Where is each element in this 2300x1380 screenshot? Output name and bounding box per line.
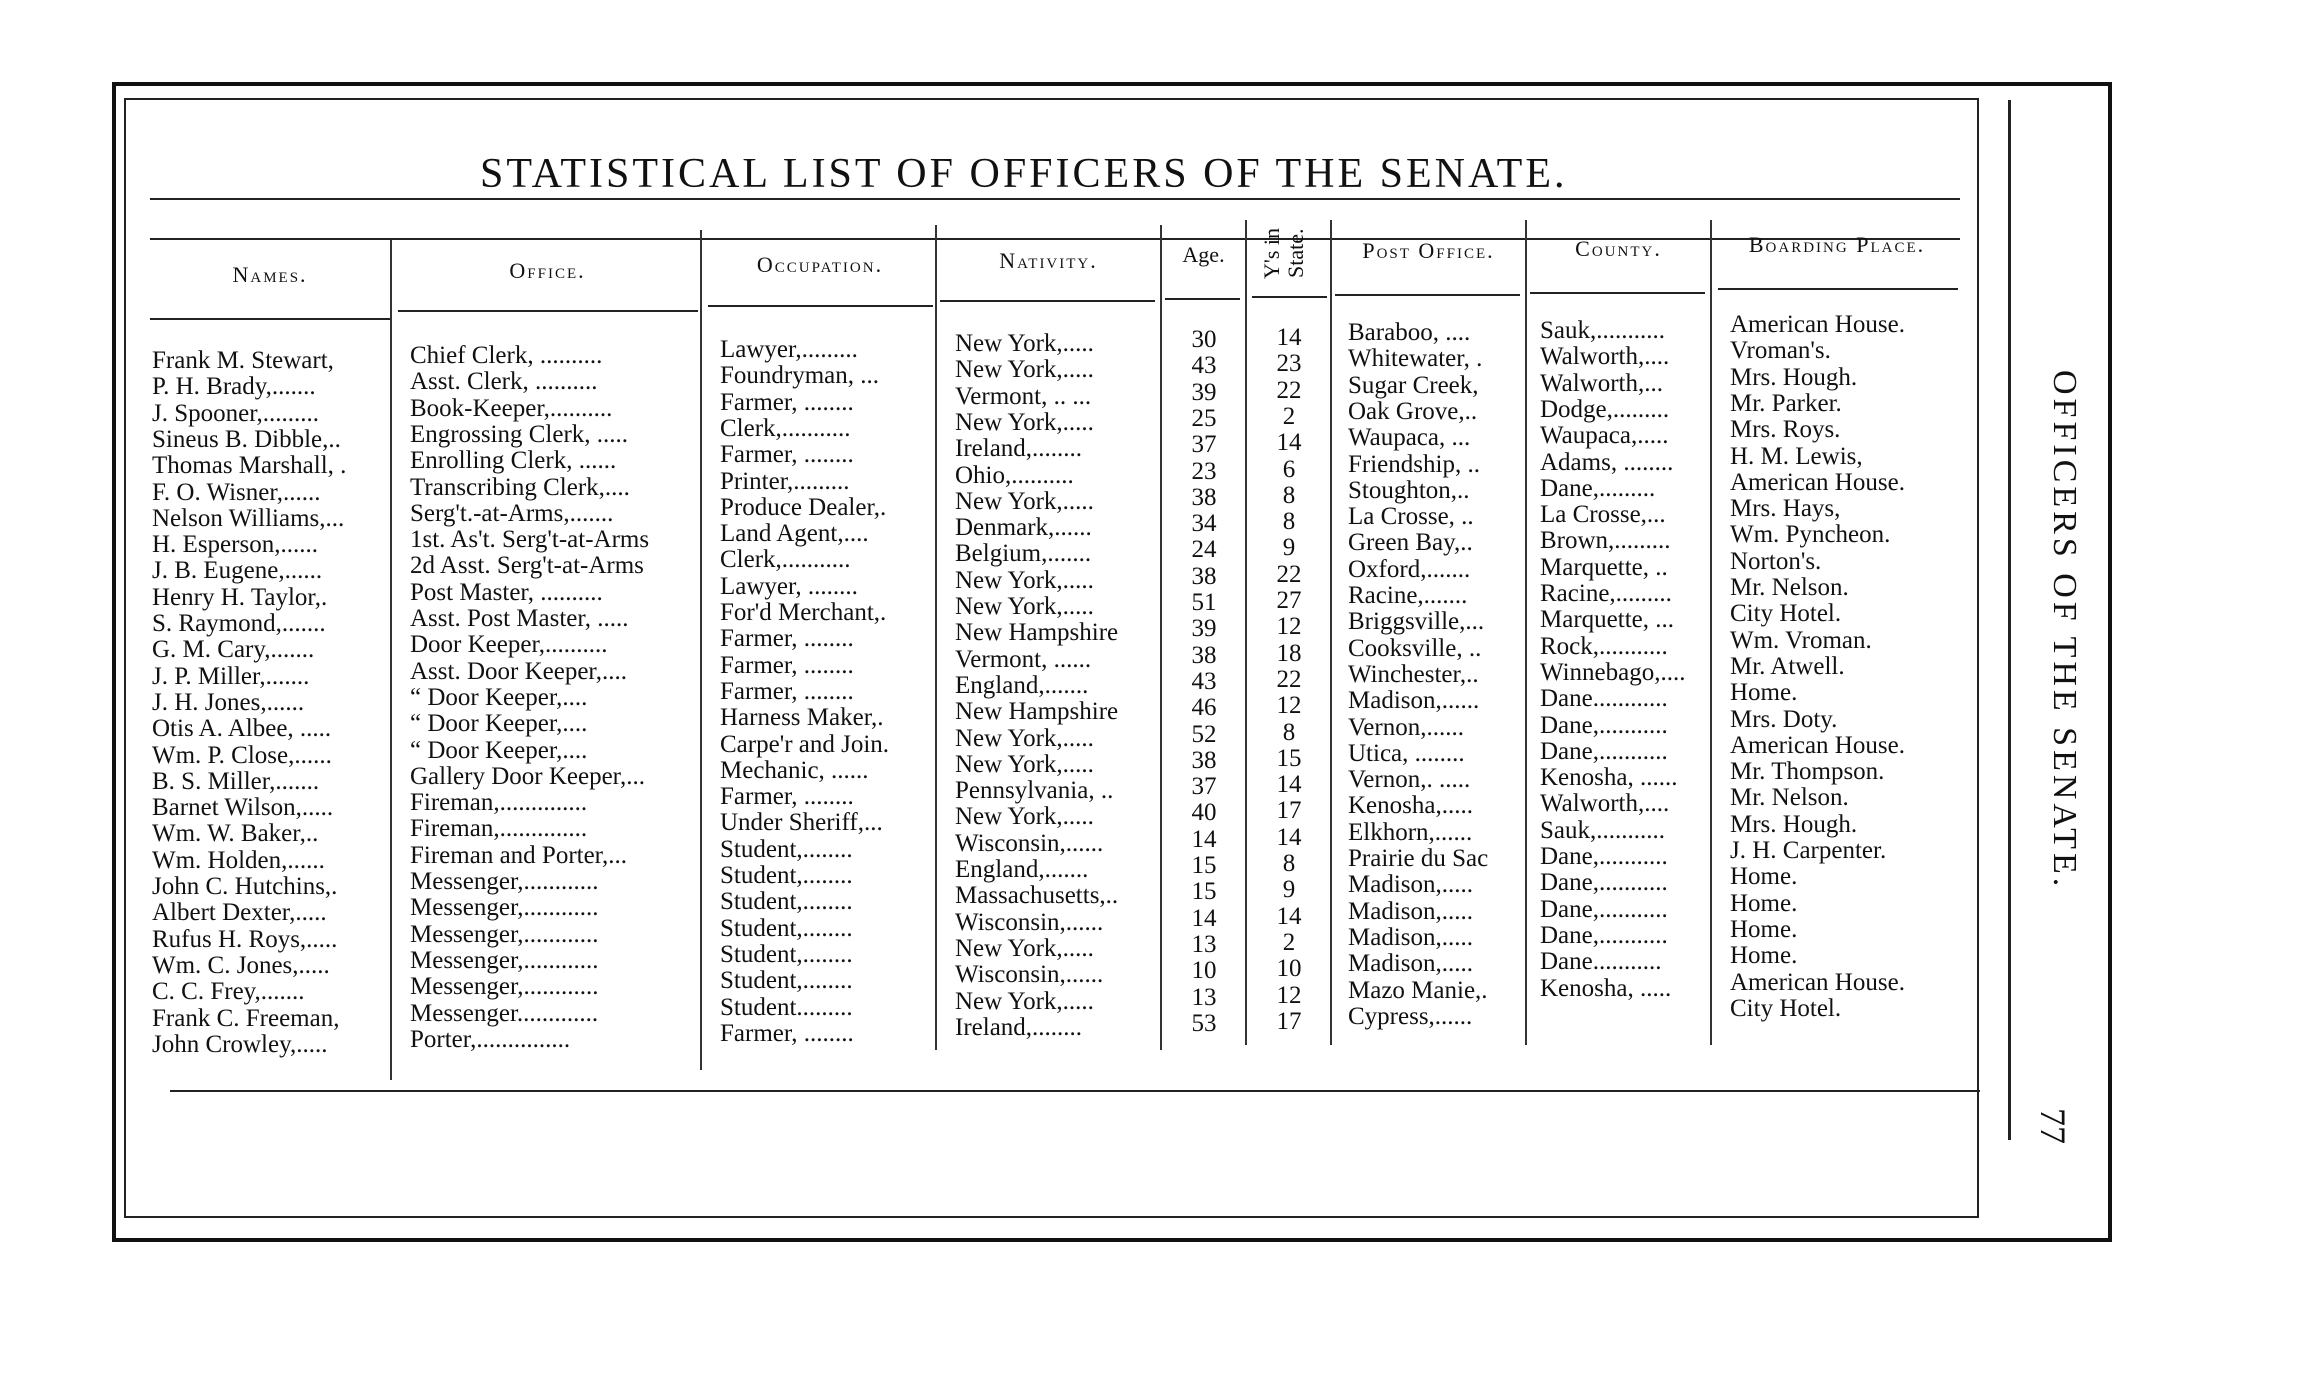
years-cell: 10	[1276, 955, 1302, 983]
post-office-cell: Baraboo, ....	[1348, 319, 1471, 346]
county-cell: La Crosse,...	[1540, 501, 1666, 529]
header-underline	[708, 305, 933, 307]
office-cell: “ Door Keeper,....	[410, 683, 588, 711]
years-cell: 22	[1276, 376, 1302, 404]
age-cell: 51	[1191, 589, 1217, 616]
boarding-place-cell: Mrs. Hough.	[1730, 363, 1858, 391]
office-cell: Book-Keeper,..........	[410, 394, 613, 422]
county-cell: Dane,...........	[1540, 921, 1668, 949]
boarding-place-cell: Home.	[1730, 942, 1798, 970]
name-cell: J. B. Eugene,......	[152, 557, 323, 585]
years-cell: 8	[1282, 850, 1296, 877]
post-office-cell: Madison,.....	[1348, 897, 1473, 925]
nativity-cell: New York,.....	[955, 803, 1094, 831]
years-cell: 12	[1276, 981, 1302, 1009]
years-cell: 8	[1282, 481, 1296, 509]
header-age: Age.	[1182, 242, 1225, 267]
occupation-cell: Mechanic, ......	[720, 756, 869, 784]
nativity-cell: England,.......	[955, 856, 1089, 883]
county-cell: Dane,.........	[1540, 474, 1656, 502]
boarding-place-cell: Home.	[1730, 889, 1798, 917]
title-rule	[150, 198, 1960, 200]
post-office-cell: Vernon,......	[1348, 713, 1464, 741]
col-sep	[1160, 225, 1162, 1050]
years-cell: 8	[1282, 508, 1296, 536]
name-cell: Thomas Marshall, .	[152, 452, 347, 480]
name-cell: Frank C. Freeman,	[152, 1004, 340, 1032]
post-office-cell: Elkhorn,......	[1348, 818, 1473, 846]
occupation-cell: Carpe'r and Join.	[720, 730, 890, 758]
office-cell: Post Master, ..........	[410, 578, 603, 606]
post-office-cell: Briggsville,...	[1348, 608, 1485, 636]
name-cell: Frank M. Stewart,	[152, 347, 334, 374]
county-cell: Dane............	[1540, 685, 1668, 713]
years-cell: 14	[1276, 771, 1302, 799]
years-cell: 12	[1276, 692, 1302, 720]
name-cell: J. H. Jones,......	[152, 688, 305, 716]
nativity-cell: New York,.....	[955, 330, 1094, 357]
nativity-cell: England,.......	[955, 671, 1089, 699]
boarding-place-cell: Mr. Parker.	[1730, 389, 1842, 417]
post-office-cell: Winchester,..	[1348, 660, 1479, 688]
county-cell: Racine,.........	[1540, 580, 1672, 607]
post-office-cell: Racine,.......	[1348, 582, 1468, 609]
nativity-cell: New York,.....	[955, 356, 1094, 384]
years-cell: 8	[1282, 718, 1296, 746]
years-cell: 9	[1282, 876, 1296, 904]
occupation-cell: Student,........	[720, 967, 853, 995]
page-number: 77	[2033, 1108, 2073, 1144]
occupation-cell: Farmer, ........	[720, 388, 854, 416]
office-cell: Gallery Door Keeper,...	[410, 762, 646, 790]
office-cell: 2d Asst. Serg't-at-Arms	[410, 552, 644, 580]
boarding-place-cell: Mr. Nelson.	[1730, 784, 1849, 812]
name-cell: H. Esperson,......	[152, 531, 318, 559]
age-cell: 39	[1191, 378, 1217, 406]
occupation-cell: Student,........	[720, 940, 853, 968]
county-cell: Marquette, ..	[1540, 553, 1668, 581]
age-cell: 43	[1191, 352, 1217, 380]
name-cell: P. H. Brady,.......	[152, 373, 316, 401]
county-cell: Dane,...........	[1540, 711, 1668, 739]
name-cell: John C. Hutchins,.	[152, 873, 338, 900]
post-office-cell: Kenosha,.....	[1348, 792, 1473, 820]
occupation-cell: Produce Dealer,.	[720, 493, 887, 521]
age-cell: 46	[1191, 694, 1217, 722]
county-cell: Walworth,....	[1540, 343, 1670, 371]
years-cell: 23	[1276, 350, 1302, 378]
occupation-cell: Student,........	[720, 888, 853, 916]
boarding-place-cell: Mrs. Hough.	[1730, 810, 1858, 838]
age-cell: 15	[1191, 852, 1217, 879]
boarding-place-cell: Wm. Pyncheon.	[1730, 521, 1891, 549]
boarding-place-cell: Mr. Atwell.	[1730, 652, 1845, 680]
occupation-cell: Student,........	[720, 862, 853, 889]
years-cell: 14	[1276, 324, 1302, 351]
office-cell: Messenger.............	[410, 999, 599, 1027]
age-cell: 39	[1191, 615, 1217, 643]
occupation-cell: Farmer, ........	[720, 783, 854, 811]
age-cell: 40	[1191, 799, 1217, 827]
age-cell: 13	[1191, 930, 1217, 958]
office-cell: Porter,...............	[410, 1025, 571, 1053]
post-office-cell: Friendship, ..	[1348, 450, 1480, 478]
occupation-cell: Student,........	[720, 835, 853, 863]
office-cell: Serg't.-at-Arms,.......	[410, 499, 614, 527]
boarding-place-cell: Wm. Vroman.	[1730, 626, 1872, 654]
page-title: STATISTICAL LIST OF OFFICERS OF THE SENATE.	[480, 151, 1568, 197]
post-office-cell: Prairie du Sac	[1348, 845, 1489, 872]
boarding-place-cell: American House.	[1730, 468, 1905, 496]
nativity-cell: New York,.....	[955, 934, 1094, 962]
occupation-cell: Lawyer,.........	[720, 336, 858, 363]
nativity-cell: New York,.....	[955, 987, 1094, 1015]
post-office-cell: Whitewater, .	[1348, 345, 1483, 373]
header-underline	[150, 318, 390, 320]
age-cell: 38	[1191, 641, 1217, 669]
office-cell: Messenger,............	[410, 946, 599, 974]
post-office-cell: Stoughton,..	[1348, 476, 1470, 504]
occupation-cell: Under Sheriff,...	[720, 809, 883, 837]
age-cell: 53	[1191, 1009, 1217, 1037]
nativity-cell: New York,.....	[955, 566, 1094, 594]
occupation-cell: Farmer, ........	[720, 1019, 854, 1047]
boarding-place-cell: Home.	[1730, 915, 1798, 943]
office-cell: Asst. Post Master, .....	[410, 605, 629, 632]
nativity-cell: New Hampshire	[955, 698, 1119, 726]
header-underline	[940, 300, 1155, 302]
post-office-cell: Green Bay,..	[1348, 529, 1473, 557]
post-office-cell: Waupaca, ...	[1348, 424, 1471, 452]
county-cell: Adams, ........	[1540, 448, 1674, 476]
county-cell: Kenosha, .....	[1540, 974, 1672, 1002]
occupation-cell: Farmer, ........	[720, 625, 854, 653]
county-cell: Dane,...........	[1540, 869, 1668, 897]
occupation-cell: Lawyer, ........	[720, 572, 858, 600]
boarding-place-cell: Home.	[1730, 863, 1798, 891]
post-office-cell: Madison,......	[1348, 687, 1480, 715]
age-cell: 34	[1191, 510, 1217, 538]
county-cell: Brown,.........	[1540, 527, 1671, 555]
col-sep	[1525, 220, 1527, 1045]
header-occupation: Occupation.	[756, 252, 884, 277]
header-post-office: Post Office.	[1362, 238, 1495, 263]
years-cell: 14	[1276, 429, 1302, 457]
age-cell: 30	[1191, 326, 1217, 353]
office-cell: Messenger,............	[410, 920, 599, 948]
occupation-cell: Printer,.........	[720, 467, 850, 495]
years-cell: 15	[1276, 744, 1302, 772]
nativity-cell: Denmark,......	[955, 514, 1092, 542]
occupation-cell: Farmer, ........	[720, 677, 854, 705]
nativity-cell: Pennsylvania, ..	[955, 777, 1114, 805]
age-cell: 14	[1191, 904, 1217, 932]
header-boarding-place: Boarding Place.	[1748, 232, 1926, 257]
name-cell: B. S. Miller,.......	[152, 767, 320, 795]
age-cell: 25	[1191, 404, 1217, 432]
post-office-cell: Utica, ........	[1348, 739, 1465, 767]
office-cell: Messenger,............	[410, 973, 599, 1001]
boarding-place-cell: J. H. Carpenter.	[1730, 837, 1887, 864]
occupation-cell: Clerk,...........	[720, 414, 851, 442]
name-cell: Sineus B. Dibble,..	[152, 425, 341, 453]
age-cell: 13	[1191, 983, 1217, 1011]
office-cell: “ Door Keeper,....	[410, 710, 588, 738]
col-sep	[1245, 220, 1247, 1045]
boarding-place-cell: Norton's.	[1730, 547, 1822, 575]
header-underline	[1718, 288, 1958, 290]
age-cell: 23	[1191, 457, 1217, 485]
county-cell: Dane,...........	[1540, 843, 1668, 870]
boarding-place-cell: American House.	[1730, 968, 1905, 996]
col-sep	[1330, 220, 1332, 1045]
occupation-cell: Student,........	[720, 914, 853, 942]
header-nativity: Nativity.	[999, 248, 1098, 273]
county-cell: Rock,...........	[1540, 632, 1668, 660]
nativity-cell: Massachusetts,..	[955, 882, 1119, 910]
post-office-cell: Vernon,. .....	[1348, 766, 1471, 794]
nativity-cell: Ireland,........	[955, 1013, 1083, 1041]
office-cell: Messenger,............	[410, 894, 599, 922]
name-cell: J. Spooner,.........	[152, 399, 320, 427]
nativity-cell: Wisconsin,......	[955, 908, 1104, 936]
nativity-cell: New Hampshire	[955, 619, 1119, 647]
county-cell: Dane,...........	[1540, 737, 1668, 765]
age-cell: 38	[1191, 483, 1217, 511]
years-cell: 2	[1282, 402, 1296, 430]
occupation-cell: For'd Merchant,.	[720, 599, 887, 626]
header-underline	[1530, 292, 1705, 294]
age-cell: 37	[1191, 773, 1217, 801]
occupation-cell: Farmer, ........	[720, 651, 854, 679]
name-cell: Rufus H. Roys,.....	[152, 925, 338, 953]
occupation-cell: Student.........	[720, 993, 853, 1021]
name-cell: S. Raymond,.......	[152, 610, 326, 637]
header-underline	[398, 310, 698, 312]
office-cell: Asst. Door Keeper,....	[410, 657, 628, 685]
office-cell: Door Keeper,..........	[410, 631, 608, 659]
office-cell: Fireman,..............	[410, 789, 588, 817]
county-cell: Winnebago,....	[1540, 658, 1686, 686]
age-cell: 43	[1191, 667, 1217, 695]
nativity-cell: Ireland,........	[955, 435, 1083, 463]
side-running-title: OFFICERS OF THE SENATE.	[2046, 370, 2083, 891]
years-cell: 17	[1276, 1007, 1302, 1035]
years-cell: 18	[1276, 639, 1302, 667]
header-years-in-state: Y's in State.	[1259, 227, 1308, 279]
office-cell: “ Door Keeper,....	[410, 736, 588, 764]
header-county: County.	[1575, 236, 1662, 261]
boarding-place-cell: H. M. Lewis,	[1730, 442, 1863, 470]
boarding-place-cell: Mr. Nelson.	[1730, 574, 1849, 601]
boarding-place-cell: City Hotel.	[1730, 600, 1842, 628]
name-cell: F. O. Wisner,......	[152, 478, 321, 506]
name-cell: C. C. Frey,.......	[152, 978, 305, 1006]
name-cell: G. M. Cary,.......	[152, 636, 315, 664]
post-office-cell: Mazo Manie,.	[1348, 976, 1488, 1004]
nativity-cell: New York,.....	[955, 408, 1094, 436]
county-cell: Sauk,...........	[1540, 317, 1665, 344]
years-cell: 2	[1282, 928, 1296, 956]
nativity-cell: Vermont, .. ...	[955, 382, 1092, 410]
post-office-cell: Oak Grove,..	[1348, 397, 1478, 425]
boarding-place-cell: American House.	[1730, 311, 1905, 338]
county-cell: Sauk,...........	[1540, 816, 1665, 844]
county-cell: Kenosha, ......	[1540, 764, 1678, 792]
name-cell: Henry H. Taylor,.	[152, 583, 328, 611]
name-cell: Wm. C. Jones,.....	[152, 951, 330, 979]
years-cell: 27	[1276, 587, 1302, 614]
nativity-cell: Wisconsin,......	[955, 829, 1104, 857]
name-cell: Otis A. Albee, .....	[152, 715, 332, 743]
age-cell: 24	[1191, 536, 1217, 564]
post-office-cell: La Crosse, ..	[1348, 503, 1474, 531]
col-sep	[935, 225, 937, 1050]
office-cell: Transcribing Clerk,....	[410, 473, 630, 501]
office-cell: Enrolling Clerk, ......	[410, 447, 617, 475]
age-cell: 52	[1191, 720, 1217, 748]
nativity-cell: New York,.....	[955, 487, 1094, 515]
name-cell: J. P. Miller,.......	[152, 662, 310, 690]
office-cell: Fireman and Porter,...	[410, 841, 628, 869]
boarding-place-cell: Home.	[1730, 679, 1798, 707]
county-cell: Marquette, ...	[1540, 606, 1674, 634]
office-cell: Messenger,............	[410, 868, 599, 895]
nativity-cell: Vermont, ......	[955, 645, 1092, 673]
boarding-place-cell: City Hotel.	[1730, 994, 1842, 1022]
nativity-cell: New York,.....	[955, 593, 1094, 620]
occupation-cell: Clerk,...........	[720, 546, 851, 574]
nativity-cell: New York,.....	[955, 724, 1094, 752]
boarding-place-cell: Mrs. Hays,	[1730, 495, 1841, 523]
years-cell: 14	[1276, 823, 1302, 851]
header-underline	[1252, 296, 1327, 298]
years-cell: 22	[1276, 560, 1302, 588]
occupation-cell: Farmer, ........	[720, 441, 854, 469]
post-office-cell: Cypress,......	[1348, 1002, 1473, 1030]
nativity-cell: Wisconsin,......	[955, 961, 1104, 989]
county-cell: Dane...........	[1540, 948, 1662, 976]
table-bottom-rule	[170, 1090, 1980, 1092]
office-cell: Chief Clerk, ..........	[410, 342, 603, 369]
office-cell: Asst. Clerk, ..........	[410, 368, 598, 396]
header-office: Office.	[509, 258, 586, 283]
name-cell: John Crowley,.....	[152, 1030, 328, 1058]
name-cell: Nelson Williams,...	[152, 504, 345, 532]
age-cell: 37	[1191, 431, 1217, 459]
years-cell: 12	[1276, 613, 1302, 641]
age-cell: 38	[1191, 562, 1217, 590]
name-cell: Wm. Holden,......	[152, 846, 325, 874]
header-names: Names.	[232, 262, 308, 287]
years-cell: 14	[1276, 902, 1302, 930]
years-cell: 17	[1276, 797, 1302, 825]
boarding-place-cell: Mrs. Doty.	[1730, 705, 1838, 733]
years-cell: 9	[1282, 534, 1296, 562]
name-cell: Wm. P. Close,......	[152, 741, 332, 769]
occupation-cell: Land Agent,....	[720, 520, 869, 548]
header-underline	[1335, 294, 1520, 296]
years-cell: 22	[1276, 665, 1302, 693]
name-cell: Wm. W. Baker,..	[152, 820, 319, 848]
county-cell: Walworth,....	[1540, 790, 1670, 818]
col-sep	[700, 230, 702, 1070]
office-cell: 1st. As't. Serg't-at-Arms	[410, 526, 650, 554]
county-cell: Walworth,...	[1540, 369, 1663, 397]
age-cell: 38	[1191, 746, 1217, 774]
boarding-place-cell: Vroman's.	[1730, 337, 1831, 365]
office-cell: Fireman,..............	[410, 815, 588, 843]
boarding-place-cell: Mrs. Roys.	[1730, 416, 1841, 444]
occupation-cell: Foundryman, ...	[720, 362, 880, 390]
office-cell: Engrossing Clerk, .....	[410, 420, 629, 448]
occupation-cell: Harness Maker,.	[720, 704, 884, 732]
post-office-cell: Oxford,.......	[1348, 555, 1471, 583]
post-office-cell: Madison,.....	[1348, 923, 1473, 951]
age-cell: 15	[1191, 878, 1217, 906]
nativity-cell: Ohio,..........	[955, 461, 1074, 489]
nativity-cell: Belgium,.......	[955, 540, 1092, 568]
county-cell: Dodge,.........	[1540, 395, 1670, 423]
post-office-cell: Madison,.....	[1348, 871, 1473, 899]
age-cell: 14	[1191, 825, 1217, 853]
age-cell: 10	[1191, 957, 1217, 985]
years-cell: 6	[1282, 455, 1296, 483]
right-margin-rule	[2008, 100, 2011, 1140]
col-sep	[390, 240, 392, 1080]
col-sep	[1710, 220, 1712, 1045]
boarding-place-cell: Mr. Thompson.	[1730, 758, 1885, 786]
county-cell: Dane,...........	[1540, 895, 1668, 923]
post-office-cell: Cooksville, ..	[1348, 634, 1482, 662]
post-office-cell: Sugar Creek,	[1348, 371, 1479, 399]
header-underline	[1165, 298, 1240, 300]
name-cell: Barnet Wilson,.....	[152, 794, 334, 822]
name-cell: Albert Dexter,.....	[152, 899, 327, 927]
boarding-place-cell: American House.	[1730, 731, 1905, 759]
county-cell: Waupaca,.....	[1540, 422, 1669, 450]
post-office-cell: Madison,.....	[1348, 950, 1473, 978]
nativity-cell: New York,.....	[955, 750, 1094, 778]
